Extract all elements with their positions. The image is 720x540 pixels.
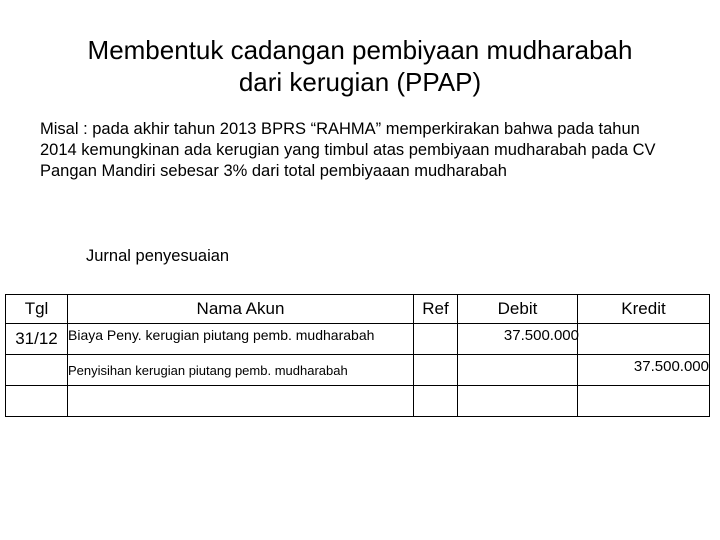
cell-ref <box>414 355 458 386</box>
debit-account-label: Biaya Peny. kerugian piutang pemb. mudharabah <box>68 327 375 343</box>
cell-nama-akun <box>68 324 414 355</box>
example-paragraph: Misal : pada akhir tahun 2013 BPRS “RAHMA” memperkirakan bahwa pada tahun 2014 kemungkinan ada kerugian yang timbul atas pembiyaan mudharabah pada CV Pangan Mandiri sebesar 3% dari total pembiyaaan mudharabah <box>40 120 656 180</box>
cell-tgl <box>6 355 68 386</box>
table-row <box>6 386 710 417</box>
cell-tgl <box>6 386 68 417</box>
table-row <box>6 355 710 386</box>
slide-title-line-1: Membentuk cadangan pembiyaan mudharabah <box>87 35 633 65</box>
table-row <box>6 324 710 355</box>
table-header-row <box>6 295 710 324</box>
journal-heading: Jurnal penyesuaian <box>86 247 230 265</box>
cell-debit <box>458 324 578 355</box>
column-header-tgl: Tgl <box>6 295 68 324</box>
adjusting-journal-table <box>5 294 710 417</box>
cell-tgl: 31/12 <box>6 324 68 355</box>
cell-debit <box>458 355 578 386</box>
debit-amount: 37.500.000 <box>503 326 579 344</box>
cell-nama-akun: Penyisihan kerugian piutang pemb. mudharabah <box>68 355 414 386</box>
cell-ref <box>414 386 458 417</box>
cell-kredit <box>578 386 710 417</box>
cell-kredit <box>578 324 710 355</box>
credit-amount: 37.500.000 <box>633 357 709 375</box>
column-header-nama-akun: Nama Akun <box>68 295 414 324</box>
cell-nama-akun <box>68 386 414 417</box>
cell-debit <box>458 386 578 417</box>
column-header-kredit: Kredit <box>578 295 710 324</box>
cell-kredit <box>578 355 710 386</box>
column-header-debit: Debit <box>458 295 578 324</box>
cell-ref <box>414 324 458 355</box>
slide-title <box>0 34 720 98</box>
slide-title-line-2: dari kerugian (PPAP) <box>238 67 482 97</box>
column-header-ref: Ref <box>414 295 458 324</box>
